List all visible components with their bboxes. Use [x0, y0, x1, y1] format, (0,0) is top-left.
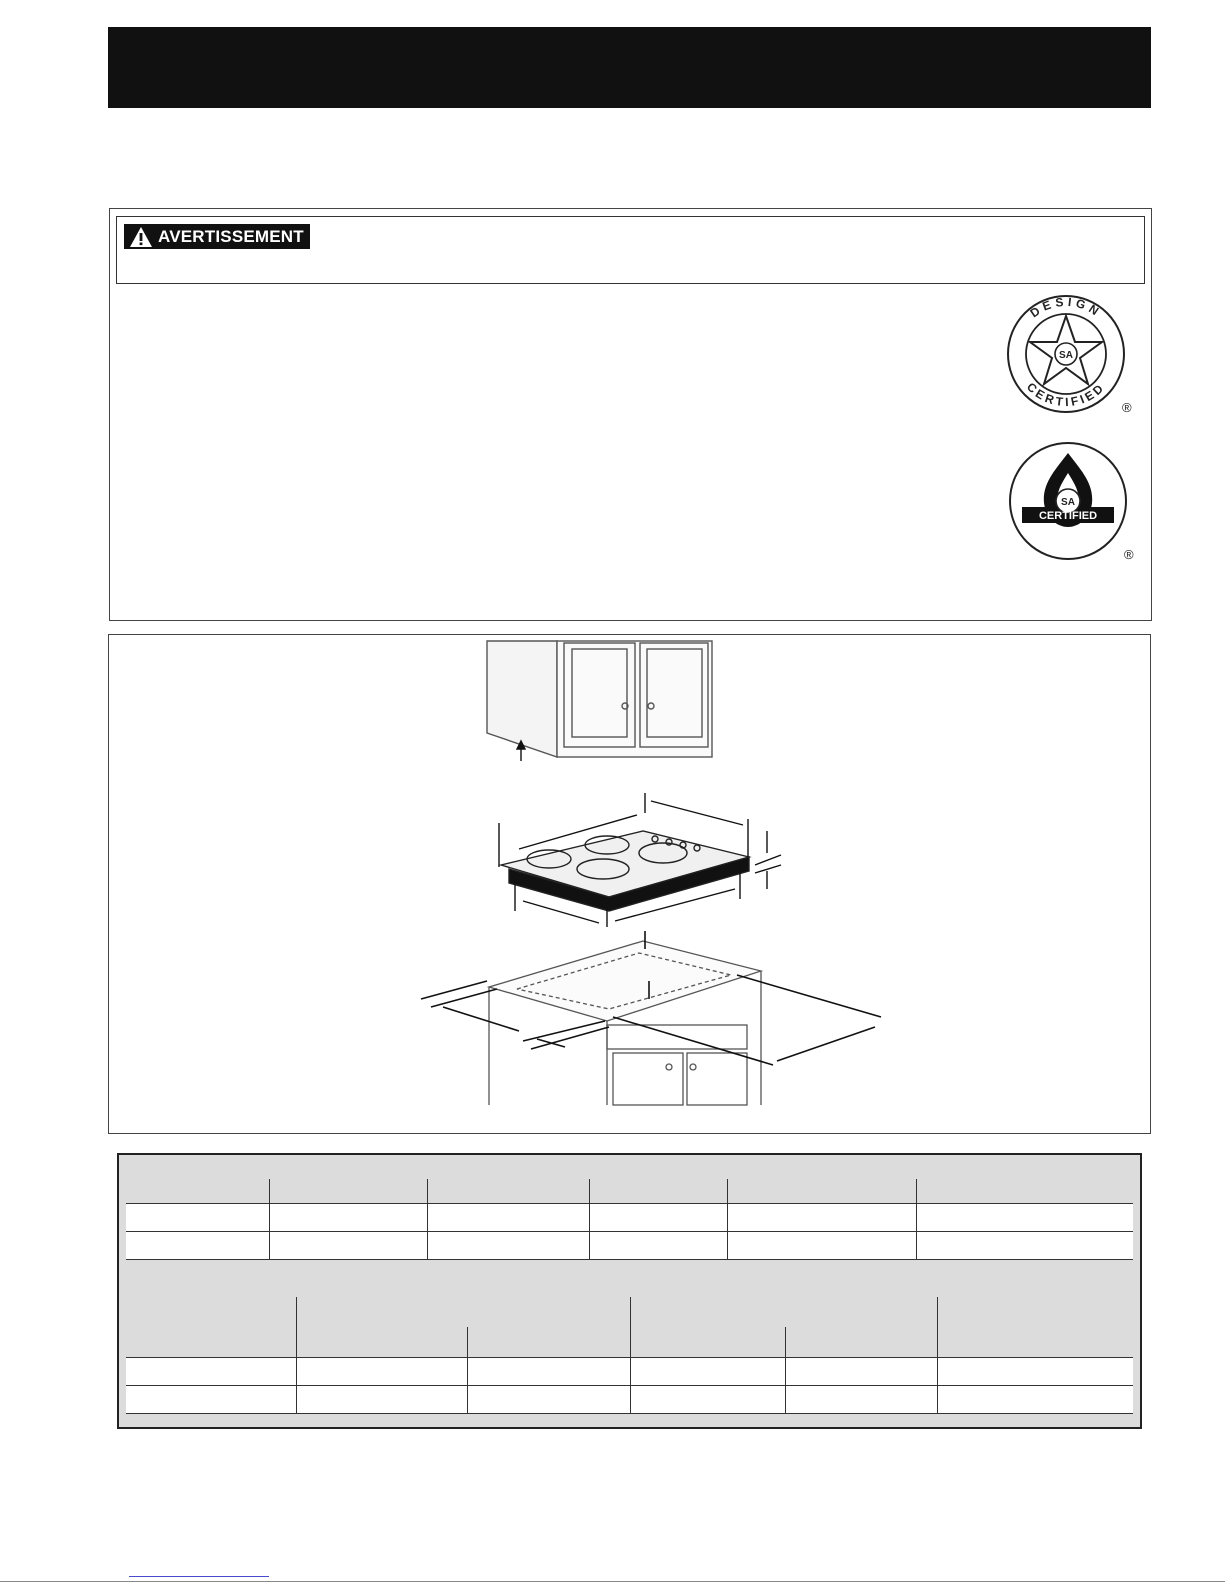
table-header-row [126, 1297, 1133, 1327]
installation-diagram-panel [108, 634, 1151, 1134]
csa-certified-logo [998, 439, 1138, 564]
cooktop-installation-dimensions-diagram [109, 635, 1150, 1133]
svg-text:CERTIFIED: CERTIFIED [1038, 510, 1098, 522]
dimensions-table-panel [117, 1153, 1142, 1429]
svg-text:®: ® [1122, 400, 1132, 415]
warning-box [116, 216, 1145, 284]
warning-badge [124, 224, 310, 249]
base-cabinet [489, 941, 761, 1105]
svg-text:SA: SA [1061, 497, 1075, 508]
svg-text:CERTIFIED: CERTIFIED [1023, 379, 1109, 410]
warning-panel [109, 208, 1152, 621]
footer-link[interactable] [129, 1576, 269, 1577]
dimensions-table-top [126, 1179, 1133, 1260]
upper-cabinet [487, 641, 712, 757]
svg-text:®: ® [1124, 547, 1134, 562]
design-certified-logo [996, 292, 1136, 417]
table-row [126, 1386, 1133, 1414]
warning-label: AVERTISSEMENT [158, 226, 304, 246]
dimensions-table-bottom [126, 1297, 1133, 1414]
table-row [126, 1232, 1133, 1260]
table-header-row [126, 1179, 1133, 1204]
table-row [126, 1204, 1133, 1232]
footer-divider [0, 1581, 1225, 1582]
header-bar [108, 27, 1151, 108]
warning-triangle-icon [129, 226, 153, 248]
svg-text:SA: SA [1059, 350, 1073, 361]
table-subheader-row [126, 1327, 1133, 1358]
svg-text:DESIGN: DESIGN [1027, 294, 1105, 321]
table-row [126, 1358, 1133, 1386]
